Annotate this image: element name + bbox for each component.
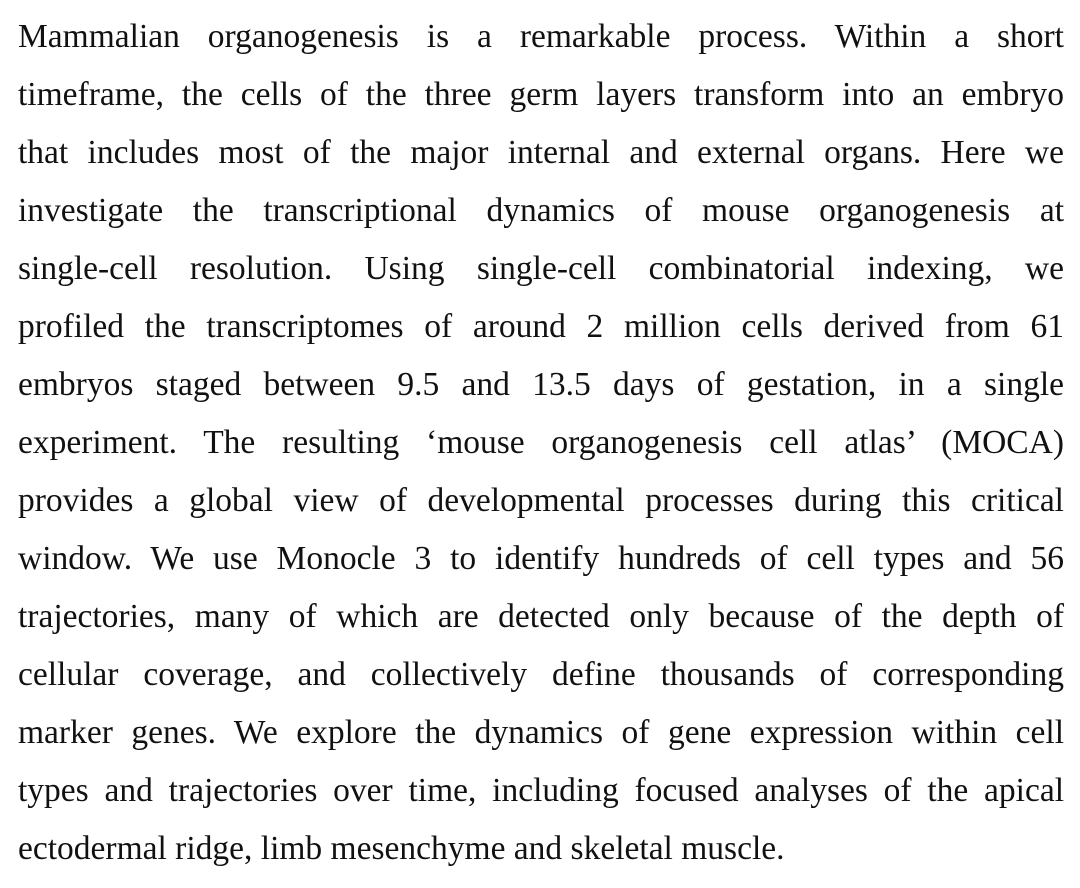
text-line: experiment. The resulting ‘mouse organogenesis cell atlas’ (MOCA): [18, 424, 1064, 461]
text-line: types and trajectories over time, including focused analyses of the apical: [18, 772, 1064, 809]
text-line: embryos staged between 9.5 and 13.5 days of gestation, in a single: [18, 366, 1064, 403]
text-line: trajectories, many of which are detected only because of the depth of: [18, 598, 1064, 635]
text-line: window. We use Monocle 3 to identify hundreds of cell types and 56: [18, 540, 1064, 577]
text-line: provides a global view of developmental processes during this critical: [18, 482, 1064, 519]
text-line: investigate the transcriptional dynamics of mouse organogenesis at: [18, 192, 1064, 229]
abstract-paragraph: [18, 8, 1064, 878]
text-line: timeframe, the cells of the three germ layers transform into an embryo: [18, 76, 1064, 113]
text-line: Mammalian organogenesis is a remarkable process. Within a short: [18, 18, 1064, 55]
text-line: marker genes. We explore the dynamics of gene expression within cell: [18, 714, 1064, 751]
text-line: profiled the transcriptomes of around 2 million cells derived from 61: [18, 308, 1064, 345]
text-line: that includes most of the major internal and external organs. Here we: [18, 134, 1064, 171]
text-line: single-cell resolution. Using single-cell combinatorial indexing, we: [18, 250, 1064, 287]
text-line: ectodermal ridge, limb mesenchyme and skeletal muscle.: [18, 830, 785, 867]
text-line: cellular coverage, and collectively define thousands of corresponding: [18, 656, 1064, 693]
